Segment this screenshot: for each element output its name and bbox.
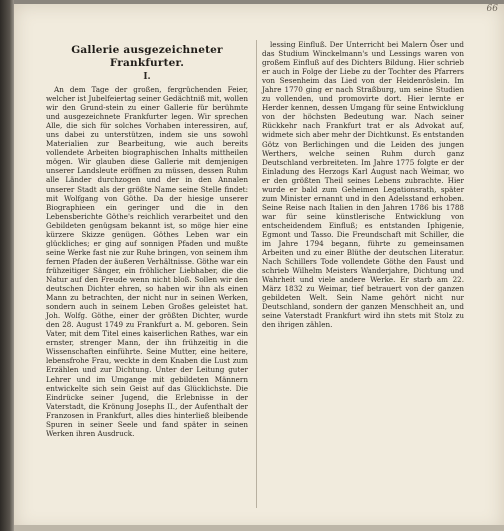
left-column-text: An dem Tage der großen, fergrüchenden Feier, welcher ist Jubelfeiertag seiner Gedächtniß mit, wollen wir den Grund-stein zu einer Gallerie für berühmte und ausgezeichnete Frankfurter legen. Wir sprechen Alle, die sich für solches Vorhaben interessiren, auf, uns dabei zu unterstützen, indem sie uns sowohl Materialien zur Bearbeitung, wie auch bereits vollendete Arbeiten biographischen Inhalts mittheilen mögen. Wir glauben diese Gallerie mit demjenigen unserer Landsleute eröffnen zu müssen, dessen Ruhm alle Länder durchzogen und der in den Annalen unserer Stadt als der größte Name seine Stelle findet: mit Wolfgang von Göthe. Da der hiesige unserer Biographieen ein geringer und die in den Lebensberichte Göthe's reichlich verarbeitet und den Gebildeten genügsam bekannt ist, so möge hier eine kürzere Skizze genügen. Göthes Leben war ein glückliches; er ging auf sonnigen Pfaden und mußte seine Werke fast nie zur Ruhe bringen, von seinem ihm fernen Pfaden der äußeren Verhältnisse. Göthe war ein frühzeitiger Sänger, ein fröhlicher Liebhaber, die die Natur auf den Freude wenn nicht bloß. Sollen wir den deutschen Dichter ehren, so haben wir ihn als einen Mann zu betrachten, der nicht nur in seinen Werken, sondern auch in seinem Leben Großes geleistet hat. Joh. Wolfg. Göthe, einer der größten Dichter, wurde den 28. August 1749 zu Frankfurt a. M. geboren. Sein Vater, mit dem Titel eines kaiserlichen Rathes, war ein ernster, strenger Mann, der ihn frühzeitig in die Wissenschaften einführte. Seine Mutter, eine heitere, lebensfrohe Frau, weckte in dem Knaben die Lust zum Erzählen und zur Dichtung. Unter der Leitung guter Lehrer und im Umgange mit gebildeten Männern entwickelte sich sein Geist auf das Glücklichste. Die Eindrücke seiner Jugend, die Erlebnisse in der Vaterstadt, die Krönung Josephs II., der Aufenthalt der Franzosen in Frankfurt, alles dies hinterließ bleibende Spuren in seiner Seele und fand später in seinen Werken ihren Ausdruck. <box>46 85 248 438</box>
page-bottom-edge <box>14 525 504 531</box>
section-numeral: I. <box>143 72 151 82</box>
column-divider <box>256 40 257 508</box>
right-column <box>262 40 464 330</box>
page-number: 66 <box>486 4 498 14</box>
article-title: Gallerie ausgezeichneter Frankfurter. <box>71 44 223 69</box>
left-column <box>46 40 248 438</box>
right-column-text: lessing Einfluß. Der Unterricht bei Malern Öser und das Studium Winckelmann's und Lessings waren von großem Einfluß auf des Dichters Bildung. Hier schrieb er auch in Folge der Liebe zu der Tochter des Pfarrers von Sesenheim das Lied von der Heidenröslein. Im Jahre 1770 ging er nach Straßburg, um seine Studien zu vollenden, und promovirte dort. Hier lernte er Herder kennen, dessen Umgang für seine Entwicklung von der höchsten Bedeutung war. Nach seiner Rückkehr nach Frankfurt trat er als Advokat auf, widmete sich aber mehr der Dichtkunst. Es entstanden Götz von Berlichingen und die Leiden des jungen Werthers, welche seinen Ruhm durch ganz Deutschland verbreiteten. Im Jahre 1775 folgte er der Einladung des Herzogs Karl August nach Weimar, wo er den größten Theil seines Lebens zubrachte. Hier wurde er bald zum Geheimen Legationsrath, später zum Minister ernannt und in den Adelsstand erhoben. Seine Reise nach Italien in den Jahren 1786 bis 1788 war für seine künstlerische Entwicklung von entscheidendem Einfluß; es entstanden Iphigenie, Egmont und Tasso. Die Freundschaft mit Schiller, die im Jahre 1794 begann, führte zu gemeinsamen Arbeiten und zu einer Blüthe der deutschen Literatur. Nach Schillers Tode vollendete Göthe den Faust und schrieb Wilhelm Meisters Wanderjahre, Dichtung und Wahrheit und viele andere Werke. Er starb am 22. März 1832 zu Weimar, tief betrauert von der ganzen gebildeten Welt. Sein Name gehört nicht nur Deutschland, sondern der ganzen Menschheit an, und seine Vaterstadt Frankfurt wird ihn stets mit Stolz zu den ihrigen zählen. <box>262 40 464 330</box>
page-binding-edge <box>0 0 14 531</box>
